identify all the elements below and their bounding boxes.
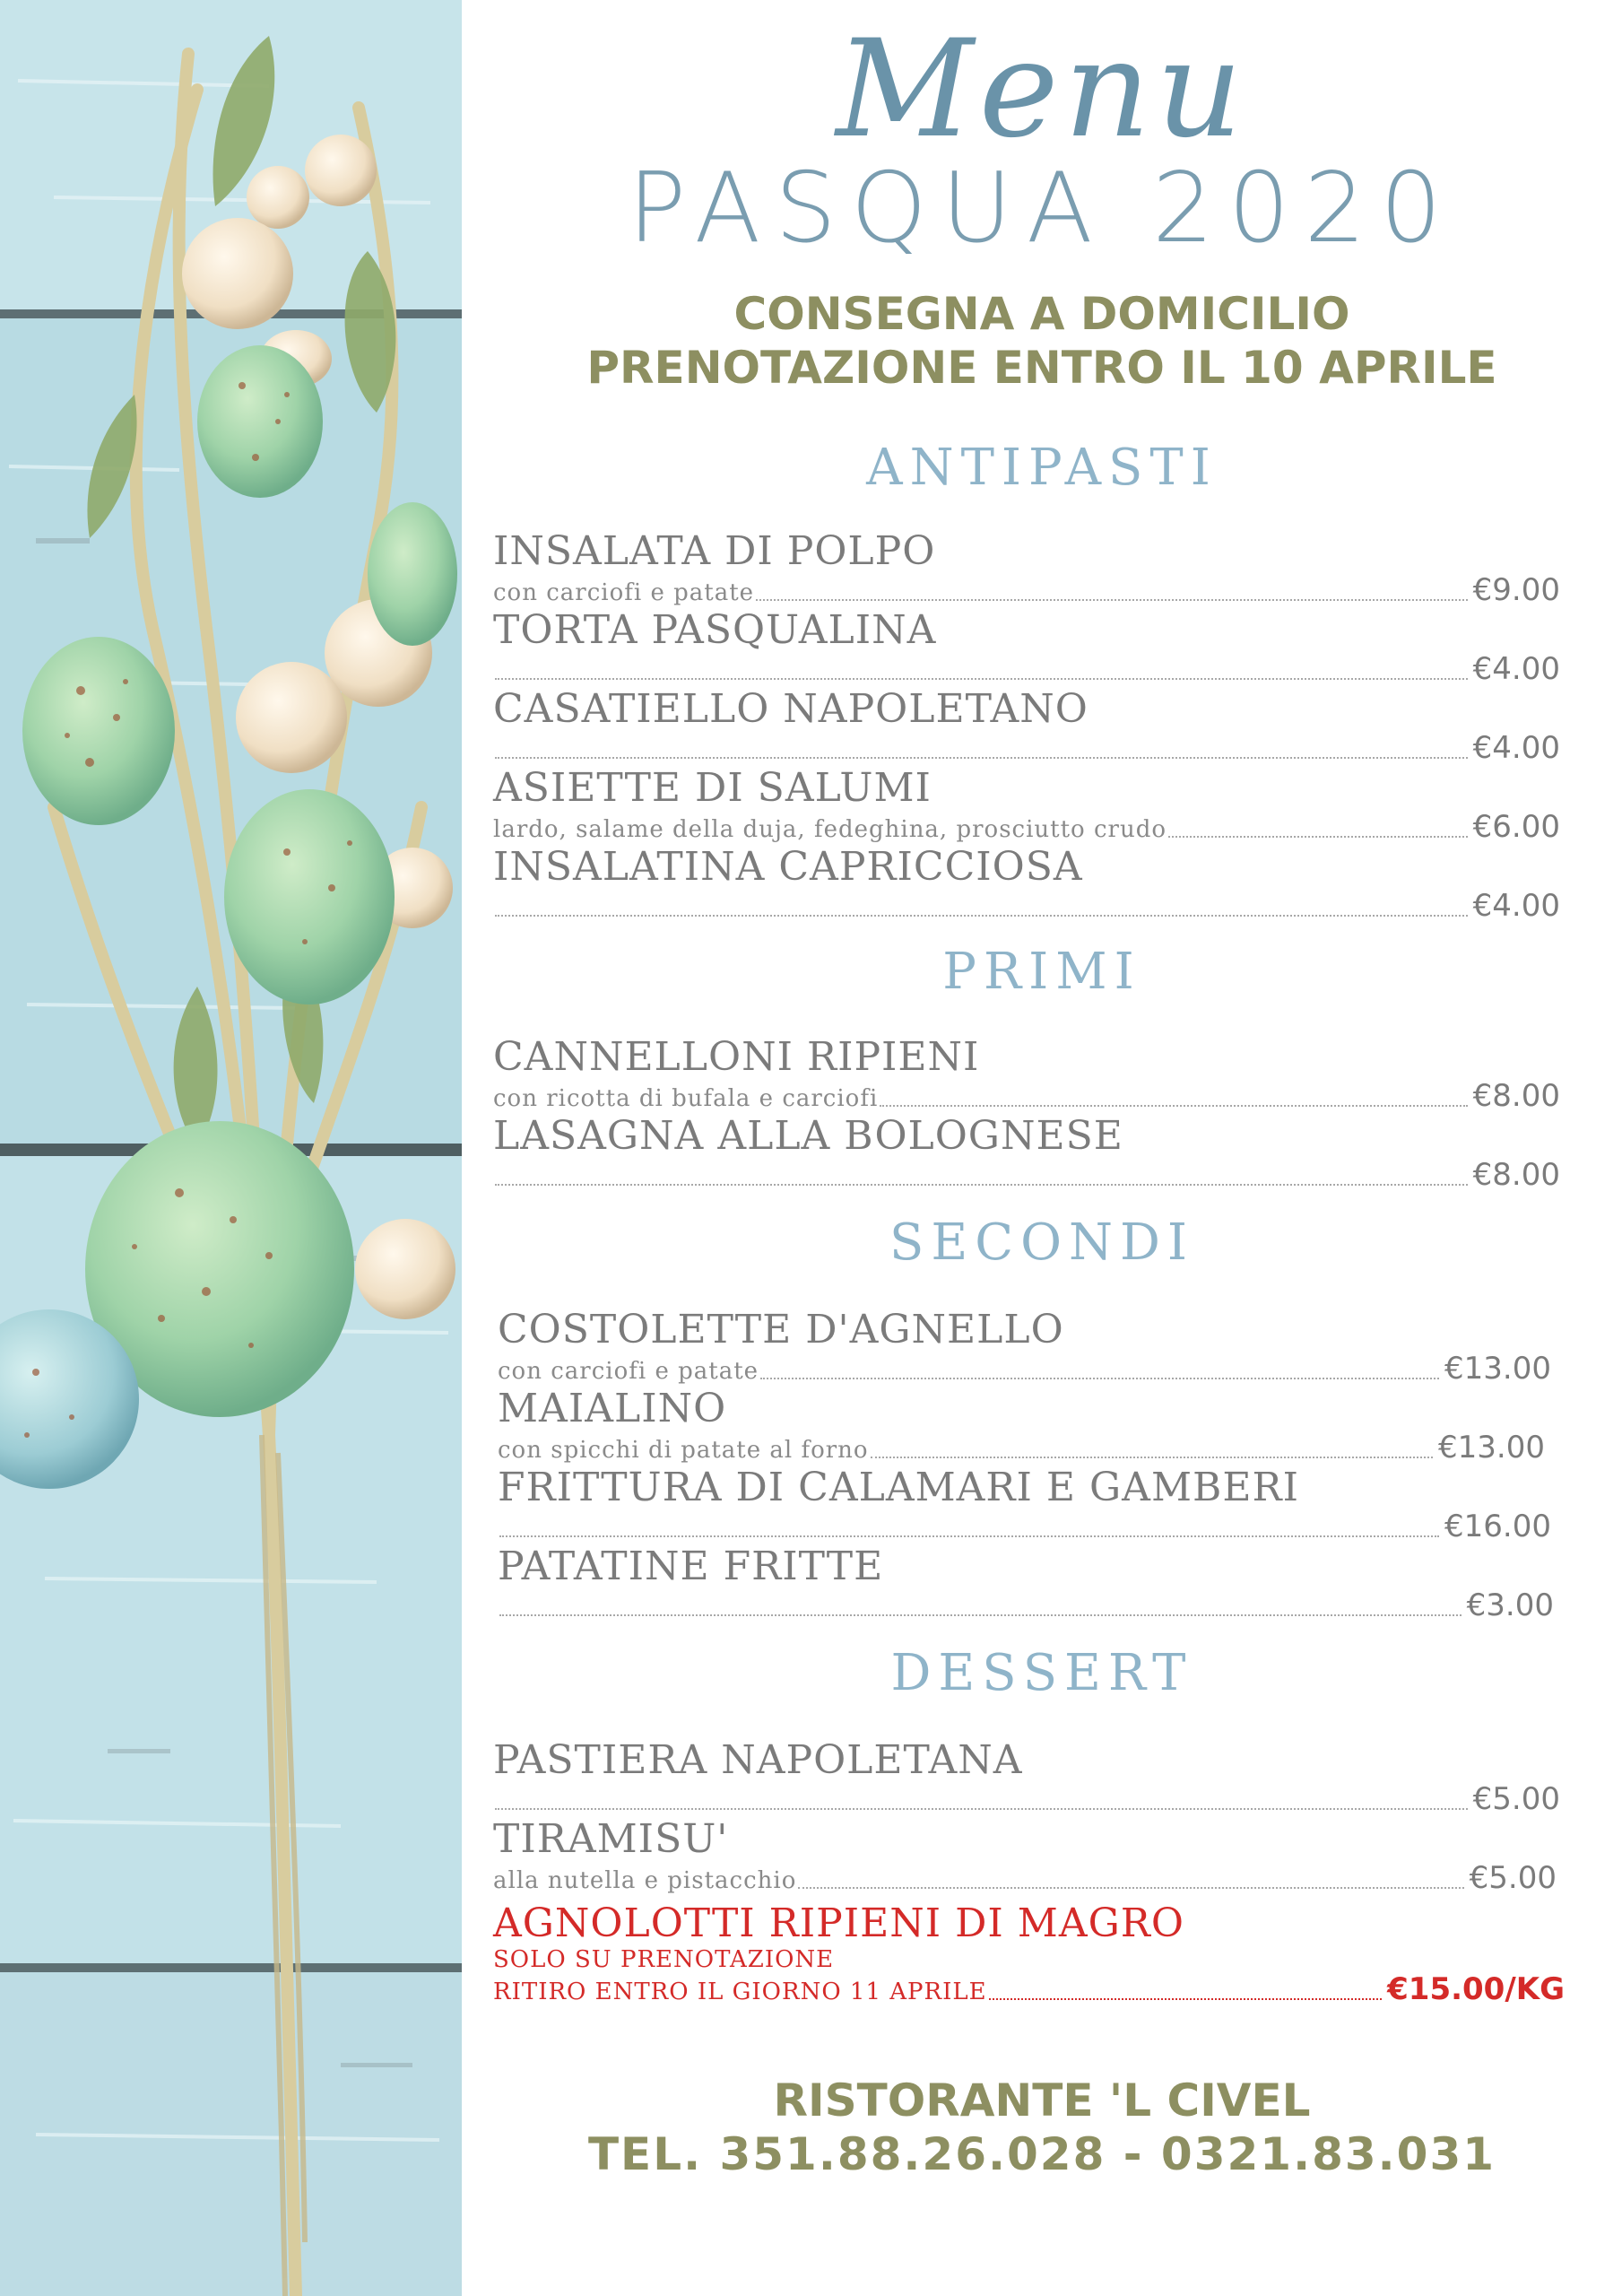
menu-item (493, 1738, 1560, 1815)
section-title-dessert: DESSERT (890, 1644, 1193, 1702)
dot-leader (495, 913, 1468, 917)
dot-leader (499, 1613, 1462, 1616)
menu-item (493, 845, 1560, 922)
item-name: INSALATA DI POLPO (493, 528, 936, 574)
dot-leader (798, 1885, 1463, 1889)
section-title-antipasti: ANTIPASTI (866, 439, 1218, 497)
dot-leader (495, 1182, 1468, 1186)
section-title-secondi: SECONDI (889, 1213, 1195, 1272)
menu-item (493, 529, 1560, 606)
menu-item (498, 1544, 1554, 1622)
restaurant-phone: TEL. 351.88.26.028 - 0321.83.031 (587, 2128, 1496, 2180)
item-price: €5.00 (1472, 1781, 1560, 1817)
item-description: con carciofi e patate (498, 1358, 759, 1385)
delivery-line-2: PRENOTAZIONE ENTRO IL 10 APRILE (586, 342, 1497, 394)
menu-item (493, 766, 1560, 843)
section-title-primi: PRIMI (942, 943, 1141, 1001)
menu-item (498, 1465, 1551, 1543)
item-name: TORTA PASQUALINA (493, 607, 937, 653)
menu-item (498, 1387, 1545, 1464)
dot-leader (760, 1376, 1439, 1379)
item-name: PASTIERA NAPOLETANA (493, 1737, 1023, 1783)
item-description: con ricotta di bufala e carciofi (493, 1085, 879, 1112)
menu-item (493, 687, 1560, 764)
item-price: €5.00 (1469, 1860, 1557, 1896)
item-price: €8.00 (1472, 1157, 1560, 1193)
special-item (493, 1901, 1565, 2005)
item-name: CASATIELLO NAPOLETANO (493, 686, 1089, 732)
special-item-pickup: RITIRO ENTRO IL GIORNO 11 APRILE (493, 1979, 987, 2005)
item-name: COSTOLETTE D'AGNELLO (498, 1307, 1064, 1352)
item-price: €16.00 (1444, 1509, 1551, 1544)
dot-leader (499, 1534, 1439, 1537)
item-name: TIRAMISU' (493, 1816, 729, 1862)
item-price: €3.00 (1466, 1587, 1554, 1623)
dot-leader (880, 1103, 1467, 1107)
item-name: LASAGNA ALLA BOLOGNESE (493, 1113, 1123, 1159)
menu-content (462, 0, 1622, 2296)
item-price: €4.00 (1472, 888, 1560, 924)
item-price: €8.00 (1472, 1078, 1560, 1114)
delivery-info (462, 287, 1622, 395)
menu-main-title: PASQUA 2020 (628, 152, 1456, 265)
item-price: €4.00 (1472, 730, 1560, 766)
menu-script-title: Menu (836, 12, 1248, 168)
item-name: MAIALINO (498, 1386, 727, 1431)
item-name: CANNELLONI RIPIENI (493, 1034, 980, 1080)
special-item-name: AGNOLOTTI RIPIENI DI MAGRO (493, 1900, 1184, 1946)
special-item-note: SOLO SU PRENOTAZIONE (493, 1946, 835, 1973)
menu-item (493, 608, 1560, 685)
dot-leader (495, 676, 1468, 680)
dot-leader (495, 755, 1468, 759)
dot-leader (495, 1806, 1468, 1810)
item-price: €9.00 (1472, 572, 1560, 608)
item-name: INSALATINA CAPRICCIOSA (493, 844, 1083, 890)
item-name: FRITTURA DI CALAMARI E GAMBERI (498, 1465, 1299, 1510)
item-name: PATATINE FRITTE (498, 1544, 884, 1589)
restaurant-name: RISTORANTE 'L CIVEL (773, 2074, 1311, 2126)
menu-item (493, 1817, 1557, 1894)
dot-leader (756, 597, 1468, 601)
item-description: alla nutella e pistacchio (493, 1867, 797, 1894)
delivery-line-1: CONSEGNA A DOMICILIO (733, 288, 1350, 340)
menu-item (498, 1308, 1551, 1385)
dot-leader (871, 1455, 1433, 1458)
item-price: €4.00 (1472, 651, 1560, 687)
item-description: con spicchi di patate al forno (498, 1437, 869, 1464)
item-price: €13.00 (1444, 1351, 1551, 1387)
menu-item (493, 1114, 1560, 1191)
menu-item (493, 1035, 1560, 1112)
item-description: con carciofi e patate (493, 579, 755, 606)
dot-leader (1168, 834, 1468, 838)
special-item-price: €15.00/KG (1387, 1971, 1565, 2007)
easter-eggs-photo (0, 0, 462, 2296)
item-price: €6.00 (1472, 809, 1560, 845)
dot-leader (989, 1996, 1383, 2000)
item-name: ASIETTE DI SALUMI (493, 765, 932, 811)
item-description: lardo, salame della duja, fedeghina, prosciutto crudo (493, 816, 1167, 843)
item-price: €13.00 (1438, 1430, 1545, 1465)
